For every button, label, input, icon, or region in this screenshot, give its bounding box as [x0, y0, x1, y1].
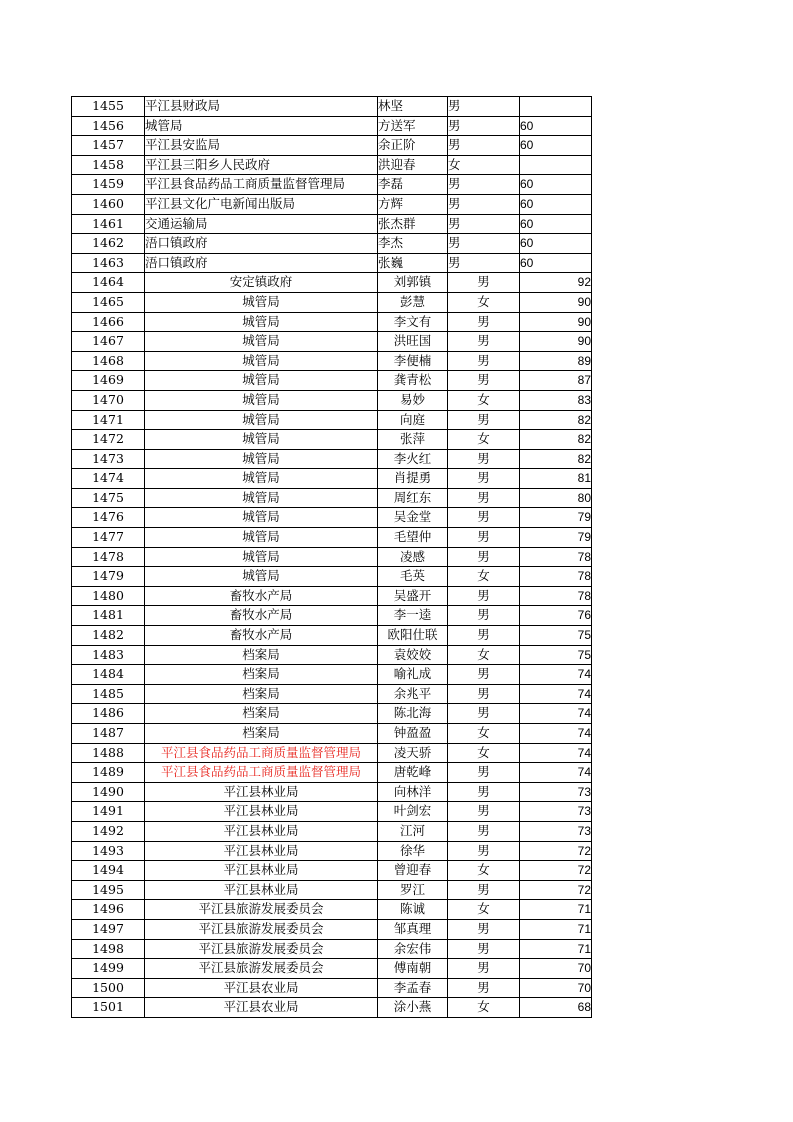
table-row: [72, 175, 592, 195]
row-id-cell: 1463: [72, 253, 145, 273]
row-id-cell: 1496: [72, 900, 145, 920]
score-cell: 71: [520, 939, 592, 959]
name-cell: 涂小燕: [378, 998, 448, 1018]
gender-cell: 男: [448, 880, 520, 900]
score-cell: 73: [520, 802, 592, 822]
row-id-cell: 1484: [72, 665, 145, 685]
table-row: [72, 214, 592, 234]
roster-table-body: [72, 97, 592, 1018]
name-cell: 袁姣姣: [378, 645, 448, 665]
score-cell: 81: [520, 469, 592, 489]
table-row: [72, 939, 592, 959]
gender-cell: 男: [448, 234, 520, 254]
unit-cell: 平江县旅游发展委员会: [145, 919, 378, 939]
name-cell: 李便楠: [378, 351, 448, 371]
table-row: [72, 410, 592, 430]
unit-cell: 城管局: [145, 449, 378, 469]
score-cell: 60: [520, 175, 592, 195]
row-id-cell: 1482: [72, 626, 145, 646]
row-id-cell: 1466: [72, 312, 145, 332]
unit-cell: 城管局: [145, 528, 378, 548]
name-cell: 李杰: [378, 234, 448, 254]
unit-cell: 城管局: [145, 430, 378, 450]
score-cell: 72: [520, 841, 592, 861]
row-id-cell: 1490: [72, 782, 145, 802]
table-row: [72, 194, 592, 214]
table-row: [72, 919, 592, 939]
name-cell: 李一逵: [378, 606, 448, 626]
row-id-cell: 1472: [72, 430, 145, 450]
table-row: [72, 390, 592, 410]
row-id-cell: 1459: [72, 175, 145, 195]
unit-cell: 平江县林业局: [145, 802, 378, 822]
gender-cell: 男: [448, 939, 520, 959]
unit-cell: 平江县旅游发展委员会: [145, 939, 378, 959]
gender-cell: 男: [448, 606, 520, 626]
unit-cell: 档案局: [145, 684, 378, 704]
row-id-cell: 1475: [72, 488, 145, 508]
row-id-cell: 1469: [72, 371, 145, 391]
name-cell: 吴金堂: [378, 508, 448, 528]
gender-cell: 男: [448, 488, 520, 508]
gender-cell: 女: [448, 900, 520, 920]
gender-cell: 男: [448, 547, 520, 567]
unit-cell: 交通运输局: [145, 214, 378, 234]
row-id-cell: 1470: [72, 390, 145, 410]
gender-cell: 女: [448, 390, 520, 410]
unit-cell: 平江县林业局: [145, 880, 378, 900]
unit-cell: 城管局: [145, 371, 378, 391]
name-cell: 曾迎春: [378, 861, 448, 881]
unit-cell: 平江县旅游发展委员会: [145, 900, 378, 920]
name-cell: 林坚: [378, 97, 448, 117]
row-id-cell: 1456: [72, 116, 145, 136]
unit-cell: 城管局: [145, 410, 378, 430]
row-id-cell: 1488: [72, 743, 145, 763]
gender-cell: 男: [448, 136, 520, 156]
table-row: [72, 312, 592, 332]
score-cell: 72: [520, 880, 592, 900]
unit-cell: 平江县林业局: [145, 841, 378, 861]
gender-cell: 男: [448, 175, 520, 195]
unit-cell: 平江县旅游发展委员会: [145, 959, 378, 979]
score-cell: 83: [520, 390, 592, 410]
name-cell: 吴盛开: [378, 586, 448, 606]
unit-cell: 畜牧水产局: [145, 586, 378, 606]
gender-cell: 男: [448, 978, 520, 998]
score-cell: 60: [520, 234, 592, 254]
row-id-cell: 1462: [72, 234, 145, 254]
gender-cell: 男: [448, 782, 520, 802]
score-cell: 72: [520, 861, 592, 881]
unit-cell: 城管局: [145, 390, 378, 410]
gender-cell: 女: [448, 292, 520, 312]
table-row: [72, 332, 592, 352]
row-id-cell: 1460: [72, 194, 145, 214]
gender-cell: 男: [448, 802, 520, 822]
unit-cell: 城管局: [145, 488, 378, 508]
row-id-cell: 1458: [72, 155, 145, 175]
unit-cell: 平江县财政局: [145, 97, 378, 117]
score-cell: 71: [520, 900, 592, 920]
row-id-cell: 1492: [72, 821, 145, 841]
name-cell: 向林洋: [378, 782, 448, 802]
score-cell: 70: [520, 959, 592, 979]
gender-cell: 男: [448, 214, 520, 234]
table-row: [72, 508, 592, 528]
row-id-cell: 1501: [72, 998, 145, 1018]
gender-cell: 男: [448, 508, 520, 528]
row-id-cell: 1457: [72, 136, 145, 156]
score-cell: 60: [520, 253, 592, 273]
table-row: [72, 547, 592, 567]
gender-cell: 男: [448, 704, 520, 724]
unit-cell: 平江县文化广电新闻出版局: [145, 194, 378, 214]
name-cell: 李文有: [378, 312, 448, 332]
row-id-cell: 1473: [72, 449, 145, 469]
name-cell: 毛望仲: [378, 528, 448, 548]
gender-cell: 男: [448, 469, 520, 489]
row-id-cell: 1455: [72, 97, 145, 117]
gender-cell: 男: [448, 312, 520, 332]
row-id-cell: 1491: [72, 802, 145, 822]
row-id-cell: 1477: [72, 528, 145, 548]
unit-cell: 城管局: [145, 547, 378, 567]
score-cell: 78: [520, 586, 592, 606]
table-row: [72, 959, 592, 979]
unit-cell: 浯口镇政府: [145, 234, 378, 254]
score-cell: 73: [520, 821, 592, 841]
gender-cell: 男: [448, 194, 520, 214]
row-id-cell: 1465: [72, 292, 145, 312]
table-row: [72, 351, 592, 371]
unit-cell: 城管局: [145, 567, 378, 587]
name-cell: 喻礼成: [378, 665, 448, 685]
row-id-cell: 1498: [72, 939, 145, 959]
row-id-cell: 1478: [72, 547, 145, 567]
gender-cell: 男: [448, 919, 520, 939]
unit-cell: 档案局: [145, 645, 378, 665]
name-cell: 陈诚: [378, 900, 448, 920]
gender-cell: 男: [448, 841, 520, 861]
table-row: [72, 136, 592, 156]
name-cell: 李孟春: [378, 978, 448, 998]
score-cell: 70: [520, 978, 592, 998]
row-id-cell: 1461: [72, 214, 145, 234]
unit-cell: 城管局: [145, 332, 378, 352]
table-row: [72, 449, 592, 469]
row-id-cell: 1468: [72, 351, 145, 371]
unit-cell: 畜牧水产局: [145, 626, 378, 646]
gender-cell: 男: [448, 97, 520, 117]
score-cell: 90: [520, 292, 592, 312]
name-cell: 彭慧: [378, 292, 448, 312]
table-row: [72, 841, 592, 861]
gender-cell: 男: [448, 959, 520, 979]
name-cell: 洪旺国: [378, 332, 448, 352]
table-row: [72, 900, 592, 920]
gender-cell: 男: [448, 351, 520, 371]
name-cell: 肖提勇: [378, 469, 448, 489]
name-cell: 欧阳仕联: [378, 626, 448, 646]
score-cell: 90: [520, 332, 592, 352]
table-row: [72, 684, 592, 704]
name-cell: 叶剑宏: [378, 802, 448, 822]
gender-cell: 女: [448, 743, 520, 763]
score-cell: 73: [520, 782, 592, 802]
table-row: [72, 253, 592, 273]
row-id-cell: 1481: [72, 606, 145, 626]
score-cell: 82: [520, 449, 592, 469]
unit-cell: 平江县林业局: [145, 861, 378, 881]
table-row: [72, 371, 592, 391]
name-cell: 方送军: [378, 116, 448, 136]
table-row: [72, 880, 592, 900]
gender-cell: 男: [448, 626, 520, 646]
name-cell: 张巍: [378, 253, 448, 273]
row-id-cell: 1489: [72, 763, 145, 783]
score-cell: 74: [520, 763, 592, 783]
score-cell: 87: [520, 371, 592, 391]
unit-cell: 平江县三阳乡人民政府: [145, 155, 378, 175]
unit-cell: 平江县安监局: [145, 136, 378, 156]
unit-cell: 安定镇政府: [145, 273, 378, 293]
unit-cell: 平江县农业局: [145, 998, 378, 1018]
score-cell: 71: [520, 919, 592, 939]
row-id-cell: 1480: [72, 586, 145, 606]
score-cell: [520, 155, 592, 175]
unit-cell: 平江县食品药品工商质量监督管理局: [145, 763, 378, 783]
gender-cell: 男: [448, 821, 520, 841]
table-row: [72, 430, 592, 450]
table-row: [72, 645, 592, 665]
score-cell: 82: [520, 430, 592, 450]
name-cell: 邹真理: [378, 919, 448, 939]
gender-cell: 女: [448, 645, 520, 665]
table-row: [72, 273, 592, 293]
unit-cell: 平江县食品药品工商质量监督管理局: [145, 175, 378, 195]
table-row: [72, 626, 592, 646]
unit-cell: 平江县林业局: [145, 821, 378, 841]
row-id-cell: 1464: [72, 273, 145, 293]
score-cell: 79: [520, 528, 592, 548]
row-id-cell: 1499: [72, 959, 145, 979]
gender-cell: 男: [448, 273, 520, 293]
score-cell: 74: [520, 724, 592, 744]
unit-cell: 平江县食品药品工商质量监督管理局: [145, 743, 378, 763]
name-cell: 余正阶: [378, 136, 448, 156]
score-cell: 75: [520, 626, 592, 646]
name-cell: 傅南朝: [378, 959, 448, 979]
roster-table: [71, 96, 592, 1018]
gender-cell: 男: [448, 371, 520, 391]
unit-cell: 档案局: [145, 724, 378, 744]
score-cell: 78: [520, 567, 592, 587]
name-cell: 毛英: [378, 567, 448, 587]
gender-cell: 男: [448, 449, 520, 469]
unit-cell: 畜牧水产局: [145, 606, 378, 626]
score-cell: 78: [520, 547, 592, 567]
name-cell: 向庭: [378, 410, 448, 430]
table-row: [72, 116, 592, 136]
table-row: [72, 802, 592, 822]
row-id-cell: 1486: [72, 704, 145, 724]
name-cell: 张杰群: [378, 214, 448, 234]
score-cell: 80: [520, 488, 592, 508]
unit-cell: 城管局: [145, 312, 378, 332]
score-cell: 82: [520, 410, 592, 430]
score-cell: 92: [520, 273, 592, 293]
name-cell: 徐华: [378, 841, 448, 861]
name-cell: 罗江: [378, 880, 448, 900]
row-id-cell: 1495: [72, 880, 145, 900]
table-row: [72, 97, 592, 117]
score-cell: 90: [520, 312, 592, 332]
row-id-cell: 1476: [72, 508, 145, 528]
gender-cell: 女: [448, 155, 520, 175]
unit-cell: 城管局: [145, 116, 378, 136]
name-cell: 江河: [378, 821, 448, 841]
score-cell: 89: [520, 351, 592, 371]
row-id-cell: 1493: [72, 841, 145, 861]
score-cell: 75: [520, 645, 592, 665]
name-cell: 龚青松: [378, 371, 448, 391]
table-row: [72, 978, 592, 998]
score-cell: 74: [520, 743, 592, 763]
score-cell: [520, 97, 592, 117]
table-row: [72, 665, 592, 685]
name-cell: 陈北海: [378, 704, 448, 724]
table-row: [72, 155, 592, 175]
unit-cell: 城管局: [145, 469, 378, 489]
gender-cell: 男: [448, 763, 520, 783]
table-row: [72, 998, 592, 1018]
name-cell: 唐乾峰: [378, 763, 448, 783]
name-cell: 李火红: [378, 449, 448, 469]
name-cell: 凌感: [378, 547, 448, 567]
score-cell: 60: [520, 136, 592, 156]
table-row: [72, 586, 592, 606]
gender-cell: 男: [448, 116, 520, 136]
unit-cell: 城管局: [145, 508, 378, 528]
table-row: [72, 782, 592, 802]
score-cell: 60: [520, 194, 592, 214]
score-cell: 60: [520, 116, 592, 136]
row-id-cell: 1479: [72, 567, 145, 587]
table-row: [72, 606, 592, 626]
unit-cell: 城管局: [145, 292, 378, 312]
gender-cell: 女: [448, 861, 520, 881]
score-cell: 68: [520, 998, 592, 1018]
row-id-cell: 1500: [72, 978, 145, 998]
score-cell: 76: [520, 606, 592, 626]
name-cell: 余兆平: [378, 684, 448, 704]
unit-cell: 浯口镇政府: [145, 253, 378, 273]
name-cell: 凌天骄: [378, 743, 448, 763]
row-id-cell: 1483: [72, 645, 145, 665]
unit-cell: 城管局: [145, 351, 378, 371]
table-row: [72, 469, 592, 489]
table-row: [72, 763, 592, 783]
table-row: [72, 724, 592, 744]
table-row: [72, 567, 592, 587]
gender-cell: 女: [448, 430, 520, 450]
score-cell: 74: [520, 665, 592, 685]
row-id-cell: 1474: [72, 469, 145, 489]
table-row: [72, 861, 592, 881]
row-id-cell: 1494: [72, 861, 145, 881]
gender-cell: 女: [448, 998, 520, 1018]
gender-cell: 男: [448, 332, 520, 352]
name-cell: 张萍: [378, 430, 448, 450]
name-cell: 易妙: [378, 390, 448, 410]
name-cell: 方辉: [378, 194, 448, 214]
unit-cell: 档案局: [145, 665, 378, 685]
score-cell: 79: [520, 508, 592, 528]
unit-cell: 档案局: [145, 704, 378, 724]
table-row: [72, 821, 592, 841]
gender-cell: 男: [448, 684, 520, 704]
table-row: [72, 704, 592, 724]
gender-cell: 男: [448, 665, 520, 685]
table-row: [72, 743, 592, 763]
score-cell: 60: [520, 214, 592, 234]
row-id-cell: 1485: [72, 684, 145, 704]
unit-cell: 平江县农业局: [145, 978, 378, 998]
unit-cell: 平江县林业局: [145, 782, 378, 802]
name-cell: 刘郭镇: [378, 273, 448, 293]
gender-cell: 女: [448, 724, 520, 744]
row-id-cell: 1487: [72, 724, 145, 744]
gender-cell: 男: [448, 410, 520, 430]
gender-cell: 男: [448, 528, 520, 548]
table-row: [72, 234, 592, 254]
table-row: [72, 488, 592, 508]
name-cell: 李磊: [378, 175, 448, 195]
row-id-cell: 1467: [72, 332, 145, 352]
table-row: [72, 292, 592, 312]
gender-cell: 男: [448, 253, 520, 273]
gender-cell: 女: [448, 567, 520, 587]
score-cell: 74: [520, 704, 592, 724]
name-cell: 洪迎春: [378, 155, 448, 175]
name-cell: 余宏伟: [378, 939, 448, 959]
table-row: [72, 528, 592, 548]
row-id-cell: 1497: [72, 919, 145, 939]
name-cell: 周红东: [378, 488, 448, 508]
gender-cell: 男: [448, 586, 520, 606]
name-cell: 钟盈盈: [378, 724, 448, 744]
row-id-cell: 1471: [72, 410, 145, 430]
score-cell: 74: [520, 684, 592, 704]
